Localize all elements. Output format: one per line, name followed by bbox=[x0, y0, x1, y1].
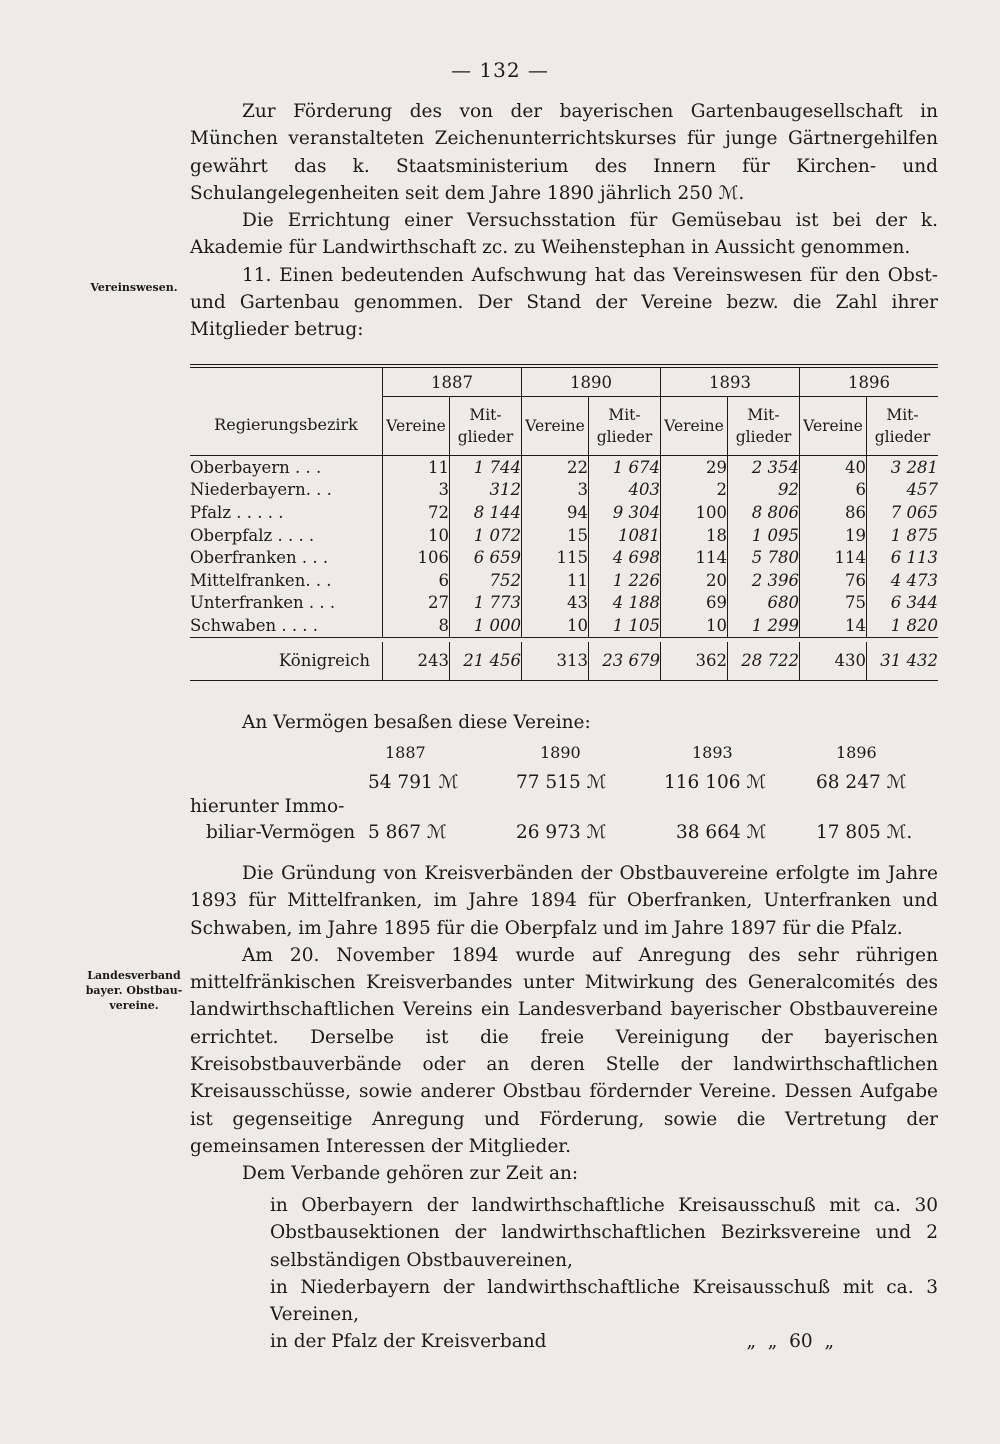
header-year: 1893 bbox=[661, 366, 800, 397]
row-region: Pfalz . . . . . bbox=[190, 502, 284, 522]
table-total-row bbox=[190, 642, 938, 681]
immobiliar-value: 5 867 ℳ bbox=[368, 822, 447, 843]
paragraph-association-intro: 11. Einen bedeutenden Aufschwung hat das Vereinswesen für den Obst- und Gartenbau genommen. Der Stand der Vereine bezw. die Zahl ihrer Mitglieder betrug: bbox=[190, 264, 938, 341]
cell-vereine: 11 bbox=[383, 456, 450, 479]
vermoegen-total: 54 791 ℳ bbox=[368, 772, 459, 793]
cell-vereine: 69 bbox=[661, 592, 728, 615]
cell-vereine: 115 bbox=[522, 546, 589, 569]
header-vereine: Vereine bbox=[800, 397, 867, 456]
paragraph-garden-society: Zur Förderung des von der bayerischen Gartenbaugesellschaft in München veranstalteten Zeichenunterrichtskurses für junge Gärtnergehilfen gewährt das k. Staatsministerium des Innern für Kirchen- und Schulangelegenheiten seit dem Jahre 1890 jährlich 250 ℳ. bbox=[190, 101, 938, 204]
row-region: Unterfranken . . . bbox=[190, 593, 336, 613]
table-bottom-rule bbox=[190, 680, 938, 682]
paragraph-block-top bbox=[190, 98, 938, 344]
cell-mitglieder: 1 299 bbox=[728, 614, 800, 637]
cell-mitglieder: 92 bbox=[728, 479, 800, 502]
cell-mitglieder: 4 698 bbox=[589, 546, 661, 569]
cell-vereine: 2 bbox=[661, 479, 728, 502]
header-year: 1896 bbox=[800, 366, 939, 397]
header-mitglieder: Mit-glieder bbox=[450, 397, 522, 456]
table-row bbox=[190, 501, 938, 524]
immobiliar-label-a: hierunter Immo- bbox=[190, 796, 345, 817]
vermoegen-year: 1893 bbox=[692, 743, 733, 762]
vermoegen-intro bbox=[190, 712, 938, 733]
cell-vereine: 6 bbox=[800, 479, 867, 502]
cell-mitglieder: 7 065 bbox=[867, 501, 939, 524]
list-item: in Niederbayern der landwirthschaftliche Kreisausschuß mit ca. 3 Vereinen, bbox=[270, 1276, 938, 1326]
total-vereine: 243 bbox=[383, 642, 450, 681]
total-vereine: 313 bbox=[522, 642, 589, 681]
paragraph-kreisverbaende: Die Gründung von Kreisverbänden der Obstbauvereine erfolgte im Jahre 1893 für Mittelfranken, im Jahre 1894 für Oberfranken, Unterfranken und Schwaben, im Jahre 1895 für die Oberpfalz und im Jahre 1897 für die Pfalz. bbox=[190, 863, 938, 939]
cell-vereine: 8 bbox=[383, 614, 450, 637]
cell-mitglieder: 1 000 bbox=[450, 614, 522, 637]
cell-mitglieder: 457 bbox=[867, 479, 939, 502]
page-number: — 132 — bbox=[451, 58, 549, 82]
cell-vereine: 29 bbox=[661, 456, 728, 479]
cell-vereine: 76 bbox=[800, 569, 867, 592]
cell-mitglieder: 1 875 bbox=[867, 524, 939, 547]
cell-vereine: 18 bbox=[661, 524, 728, 547]
cell-mitglieder: 4 473 bbox=[867, 569, 939, 592]
header-mitglieder: Mit-glieder bbox=[867, 397, 939, 456]
vermoegen-year: 1890 bbox=[540, 743, 581, 762]
cell-vereine: 94 bbox=[522, 501, 589, 524]
cell-mitglieder: 1081 bbox=[589, 524, 661, 547]
header-vereine: Vereine bbox=[522, 397, 589, 456]
cell-mitglieder: 1 105 bbox=[589, 614, 661, 637]
cell-mitglieder: 4 188 bbox=[589, 592, 661, 615]
cell-vereine: 6 bbox=[383, 569, 450, 592]
cell-vereine: 11 bbox=[522, 569, 589, 592]
cell-vereine: 86 bbox=[800, 501, 867, 524]
cell-mitglieder: 6 659 bbox=[450, 546, 522, 569]
cell-mitglieder: 1 072 bbox=[450, 524, 522, 547]
vermoegen-year: 1887 bbox=[385, 743, 426, 762]
cell-mitglieder: 5 780 bbox=[728, 546, 800, 569]
cell-vereine: 72 bbox=[383, 501, 450, 524]
cell-vereine: 10 bbox=[661, 614, 728, 637]
row-region: Oberfranken . . . bbox=[190, 548, 329, 568]
header-mitglieder: Mit-glieder bbox=[589, 397, 661, 456]
margin-note-vereinswesen: Vereinswesen. bbox=[90, 281, 178, 294]
cell-vereine: 14 bbox=[800, 614, 867, 637]
cell-vereine: 10 bbox=[383, 524, 450, 547]
row-region: Oberpfalz . . . . bbox=[190, 525, 315, 545]
immobiliar-value: 38 664 ℳ bbox=[676, 822, 767, 843]
cell-vereine: 10 bbox=[522, 614, 589, 637]
cell-mitglieder: 9 304 bbox=[589, 501, 661, 524]
cell-vereine: 106 bbox=[383, 546, 450, 569]
cell-mitglieder: 312 bbox=[450, 479, 522, 502]
cell-mitglieder: 1 820 bbox=[867, 614, 939, 637]
total-vereine: 430 bbox=[800, 642, 867, 681]
table-row bbox=[190, 569, 938, 592]
cell-vereine: 40 bbox=[800, 456, 867, 479]
immobiliar-value: 17 805 ℳ. bbox=[816, 822, 913, 843]
cell-vereine: 75 bbox=[800, 592, 867, 615]
row-region: Niederbayern. . . bbox=[190, 480, 332, 500]
cell-vereine: 100 bbox=[661, 501, 728, 524]
cell-vereine: 22 bbox=[522, 456, 589, 479]
vermoegen-heading: An Vermögen besaßen diese Vereine: bbox=[242, 712, 591, 733]
header-vereine: Vereine bbox=[383, 397, 450, 456]
header-year: 1887 bbox=[383, 366, 522, 397]
cell-vereine: 20 bbox=[661, 569, 728, 592]
cell-vereine: 3 bbox=[522, 479, 589, 502]
table-bottom-line bbox=[190, 680, 938, 682]
cell-vereine: 114 bbox=[800, 546, 867, 569]
member-list bbox=[270, 1192, 938, 1356]
association-table bbox=[190, 364, 938, 682]
cell-mitglieder: 1 226 bbox=[589, 569, 661, 592]
table-row bbox=[190, 524, 938, 547]
cell-vereine: 3 bbox=[383, 479, 450, 502]
cell-vereine: 27 bbox=[383, 592, 450, 615]
vermoegen-total: 68 247 ℳ bbox=[816, 772, 907, 793]
cell-mitglieder: 680 bbox=[728, 592, 800, 615]
cell-mitglieder: 2 396 bbox=[728, 569, 800, 592]
cell-vereine: 43 bbox=[522, 592, 589, 615]
cell-mitglieder: 8 144 bbox=[450, 501, 522, 524]
total-mitglieder: 23 679 bbox=[589, 642, 661, 681]
total-mitglieder: 21 456 bbox=[450, 642, 522, 681]
cell-mitglieder: 2 354 bbox=[728, 456, 800, 479]
table-row bbox=[190, 456, 938, 479]
vermoegen-year: 1896 bbox=[836, 743, 877, 762]
list-item: in Oberbayern der landwirthschaftliche Kreisausschuß mit ca. 30 Obstbausektionen der landwirthschaftlichen Bezirksvereine und 2 selbständigen Obstbauvereinen, bbox=[270, 1195, 938, 1271]
cell-vereine: 19 bbox=[800, 524, 867, 547]
total-mitglieder: 28 722 bbox=[728, 642, 800, 681]
immobiliar-label-b: biliar-Vermögen bbox=[206, 822, 356, 843]
paragraph-block-bottom bbox=[190, 860, 938, 1188]
cell-mitglieder: 6 344 bbox=[867, 592, 939, 615]
row-region: Schwaben . . . . bbox=[190, 615, 319, 635]
header-vereine: Vereine bbox=[661, 397, 728, 456]
total-mitglieder: 31 432 bbox=[867, 642, 939, 681]
paragraph-research-station: Die Errichtung einer Versuchsstation für Gemüsebau ist bei der k. Akademie für Landwirthschaft zc. zu Weihenstephan in Aussicht genommen. bbox=[190, 210, 938, 259]
cell-vereine: 15 bbox=[522, 524, 589, 547]
table-row bbox=[190, 614, 938, 637]
cell-mitglieder: 403 bbox=[589, 479, 661, 502]
paragraph-members-intro: Dem Verbande gehören zur Zeit an: bbox=[242, 1163, 579, 1185]
cell-vereine: 114 bbox=[661, 546, 728, 569]
list-item: in der Pfalz der Kreisverband „ „ 60 „ bbox=[270, 1331, 835, 1353]
header-year: 1890 bbox=[522, 366, 661, 397]
cell-mitglieder: 752 bbox=[450, 569, 522, 592]
row-region: Mittelfranken. . . bbox=[190, 570, 332, 590]
total-label: Königreich bbox=[278, 651, 370, 671]
margin-note-landesverband: Landesverband bayer. Obstbau-vereine. bbox=[85, 969, 183, 1012]
cell-mitglieder: 1 773 bbox=[450, 592, 522, 615]
paragraph-landesverband: Am 20. November 1894 wurde auf Anregung des sehr rührigen mittelfränkischen Kreisverbandes unter Mitwirkung des Generalcomités des landwirthschaftlichen Vereins ein Landesverband bayerischer Obstbauvereine errichtet. Derselbe ist die freie Vereinigung der bayerischen Kreisobstbauverbände oder an deren Stelle der landwirthschaftlichen Kreisausschüsse, sowie anderer Obstbau fördernder Vereine. Dessen Aufgabe ist gegenseitige Anregung und Förderung, sowie die Vertretung der gemeinsamen Interessen der Mitglieder. bbox=[190, 944, 938, 1157]
cell-mitglieder: 1 095 bbox=[728, 524, 800, 547]
vermoegen-total: 116 106 ℳ bbox=[664, 772, 767, 793]
immobiliar-value: 26 973 ℳ bbox=[516, 822, 607, 843]
header-mitglieder: Mit-glieder bbox=[728, 397, 800, 456]
table-row bbox=[190, 479, 938, 502]
vermoegen-total: 77 515 ℳ bbox=[516, 772, 607, 793]
cell-mitglieder: 3 281 bbox=[867, 456, 939, 479]
total-vereine: 362 bbox=[661, 642, 728, 681]
cell-mitglieder: 1 674 bbox=[589, 456, 661, 479]
header-region: Regierungsbezirk bbox=[214, 415, 358, 434]
table-row bbox=[190, 592, 938, 615]
cell-mitglieder: 1 744 bbox=[450, 456, 522, 479]
table-row bbox=[190, 546, 938, 569]
row-region: Oberbayern . . . bbox=[190, 457, 322, 477]
cell-mitglieder: 8 806 bbox=[728, 501, 800, 524]
cell-mitglieder: 6 113 bbox=[867, 546, 939, 569]
